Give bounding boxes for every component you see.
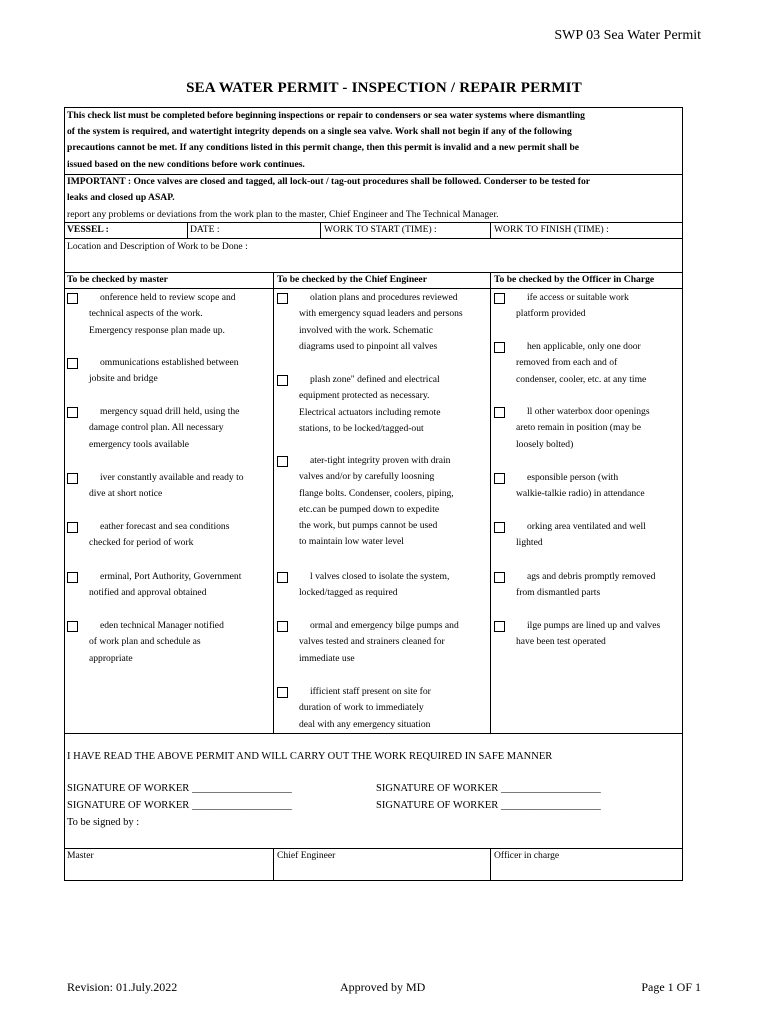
checklist-item-line: ifficient staff present on site for	[310, 686, 431, 697]
revision-label: Revision: 01.July.2022	[67, 980, 178, 994]
declaration-text: I HAVE READ THE ABOVE PERMIT AND WILL CARRY OUT THE WORK REQUIRED IN SAFE MANNER	[67, 751, 553, 762]
checklist-item-master	[89, 404, 239, 453]
checklist-item-master	[89, 519, 229, 552]
checklist-item-line: Electrical actuators including remote	[299, 406, 441, 418]
checklist-item-line: Emergency response plan made up.	[89, 324, 225, 336]
signature-worker-field[interactable]: SIGNATURE OF WORKER ___________________	[67, 800, 292, 811]
checklist-item-line: appropriate	[89, 652, 133, 664]
checklist-item-line: iver constantly available and ready to	[100, 472, 244, 483]
column-divider	[273, 848, 274, 881]
checklist-item-line: hen applicable, only one door	[527, 341, 641, 352]
checklist-item-line: diagrams used to pinpoint all valves	[299, 340, 438, 352]
divider	[64, 733, 683, 734]
checklist-item-line: notified and approval obtained	[89, 587, 207, 599]
checklist-item-line: ommunications established between	[100, 357, 239, 368]
date-field[interactable]: DATE :	[190, 224, 220, 235]
checkbox[interactable]	[67, 358, 78, 369]
checkbox[interactable]	[67, 572, 78, 583]
checklist-item-officer	[516, 290, 629, 323]
checklist-item-line: stations, to be locked/tagged-out	[299, 422, 424, 434]
checklist-item-line: ater-tight integrity proven with drain	[310, 455, 451, 466]
signer-chief-engineer-field[interactable]: Chief Engineer	[277, 850, 336, 861]
checklist-item-line: loosely bolted)	[516, 438, 574, 450]
checklist-item-line: the work, but pumps cannot be used	[299, 520, 438, 532]
page-title: SEA WATER PERMIT - INSPECTION / REPAIR PERMIT	[186, 80, 582, 96]
checkbox[interactable]	[277, 293, 288, 304]
checkbox[interactable]	[494, 473, 505, 484]
checklist-item-line: emergency tools available	[89, 438, 189, 450]
checklist-item-line: valves and/or by carefully loosning	[299, 471, 435, 483]
checklist-item-line: flange bolts. Condenser, coolers, piping,	[299, 487, 454, 499]
checklist-item-line: platform provided	[516, 308, 586, 320]
checklist-item-line: condenser, cooler, etc. at any time	[516, 373, 647, 385]
to-be-signed-label: To be signed by :	[67, 817, 140, 828]
checklist-item-line: with emergency squad leaders and persons	[299, 308, 463, 320]
checkbox[interactable]	[494, 407, 505, 418]
checklist-item-line: walkie-talkie radio) in attendance	[516, 488, 645, 500]
checklist-item-line: esponsible person (with	[527, 472, 619, 483]
signature-worker-field[interactable]: SIGNATURE OF WORKER ___________________	[376, 783, 601, 794]
checklist-item-officer	[516, 569, 655, 602]
column-header-officer: To be checked by the Officer in Charge	[494, 274, 655, 285]
checklist-item-line: ags and debris promptly removed	[527, 571, 656, 582]
checklist-item-master	[89, 470, 244, 503]
checkbox[interactable]	[494, 621, 505, 632]
important-line: IMPORTANT : Once valves are closed and tagged, all lock-out / tag-out procedures shall be followed. Conderser to be tested for	[67, 176, 591, 187]
checkbox[interactable]	[67, 407, 78, 418]
signer-officer-field[interactable]: Officer in charge	[494, 850, 560, 861]
document-code: SWP 03 Sea Water Permit	[554, 28, 701, 43]
checklist-item-line: from dismantled parts	[516, 587, 601, 599]
checklist-item-chief	[299, 569, 449, 602]
divider	[187, 222, 188, 238]
important-line: leaks and closed up ASAP.	[67, 192, 175, 203]
checklist-item-master	[89, 618, 224, 667]
checklist-item-chief	[299, 453, 454, 551]
checkbox[interactable]	[67, 621, 78, 632]
checklist-item-line: valves tested and strainers cleaned for	[299, 636, 445, 648]
checklist-item-line: equipment protected as necessary.	[299, 390, 430, 402]
checklist-item-line: jobsite and bridge	[89, 373, 158, 385]
location-description-field[interactable]: Location and Description of Work to be Done :	[67, 241, 248, 252]
checkbox[interactable]	[277, 572, 288, 583]
column-divider	[490, 848, 491, 881]
work-finish-field[interactable]: WORK TO FINISH (TIME) :	[494, 224, 609, 235]
checklist-item-line: eden technical Manager notified	[100, 620, 224, 631]
intro-line: This check list must be completed before beginning inspections or repair to condensers or sea water systems where dismantling	[67, 110, 585, 121]
checklist-item-line: orking area ventilated and well	[527, 521, 646, 532]
checklist-item-line: have been test operated	[516, 636, 606, 648]
checklist-item-officer	[516, 404, 650, 453]
checklist-item-line: involved with the work. Schematic	[299, 324, 434, 336]
checklist-item-master	[89, 290, 236, 339]
checklist-item-line: etc.can be pumped down to expedite	[299, 503, 440, 515]
checkbox[interactable]	[277, 687, 288, 698]
checklist-item-line: olation plans and procedures reviewed	[310, 292, 458, 303]
divider	[320, 222, 321, 238]
checkbox[interactable]	[494, 522, 505, 533]
divider	[64, 288, 683, 289]
column-divider	[490, 272, 491, 733]
checklist-item-line: dive at short notice	[89, 488, 163, 500]
column-header-master: To be checked by master	[67, 274, 168, 285]
checkbox[interactable]	[67, 522, 78, 533]
intro-line: of the system is required, and watertight integrity depends on a single sea valve. Work shall not begin if any of the following	[67, 126, 572, 137]
checklist-item-master	[89, 355, 239, 388]
work-start-field[interactable]: WORK TO START (TIME) :	[324, 224, 437, 235]
column-header-chief-engineer: To be checked by the Chief Engineer	[277, 274, 427, 285]
checklist-item-line: mergency squad drill held, using the	[100, 406, 240, 417]
checklist-item-line: of work plan and schedule as	[89, 636, 201, 648]
checkbox[interactable]	[494, 572, 505, 583]
intro-line: issued based on the new conditions before work continues.	[67, 159, 305, 170]
checklist-item-line: ll other waterbox door openings	[527, 406, 650, 417]
checklist-item-line: to maintain low water level	[299, 536, 404, 548]
approved-label: Approved by MD	[340, 980, 426, 994]
checkbox[interactable]	[277, 456, 288, 467]
checkbox[interactable]	[67, 473, 78, 484]
signature-worker-field[interactable]: SIGNATURE OF WORKER ___________________	[376, 800, 601, 811]
checkbox[interactable]	[67, 293, 78, 304]
checklist-item-line: ife access or suitable work	[527, 292, 629, 303]
checklist-item-line: onference held to review scope and	[100, 292, 236, 303]
checkbox[interactable]	[277, 375, 288, 386]
checklist-item-line: checked for period of work	[89, 537, 194, 549]
divider	[490, 222, 491, 238]
checkbox[interactable]	[494, 293, 505, 304]
checklist-item-line: technical aspects of the work.	[89, 308, 203, 320]
checklist-item-officer	[516, 618, 660, 651]
checklist-item-line: lighted	[516, 537, 543, 549]
checklist-item-line: areto remain in position (may be	[516, 422, 641, 434]
checkbox[interactable]	[494, 342, 505, 353]
checklist-item-line: duration of work to immediately	[299, 702, 424, 714]
checklist-item-chief	[299, 618, 459, 667]
checklist-item-line: l valves closed to isolate the system,	[310, 571, 450, 582]
column-divider	[273, 272, 274, 733]
checklist-item-chief	[299, 684, 431, 733]
checklist-item-line: removed from each and of	[516, 357, 618, 369]
page-number: Page 1 OF 1	[641, 980, 701, 994]
checklist-item-line: deal with any emergency situation	[299, 718, 431, 730]
checklist-item-line: plash zone" defined and electrical	[310, 374, 440, 385]
checklist-item-line: erminal, Port Authority, Government	[100, 571, 242, 582]
checkbox[interactable]	[277, 621, 288, 632]
checklist-item-officer	[516, 519, 646, 552]
signature-worker-field[interactable]: SIGNATURE OF WORKER ___________________	[67, 783, 292, 794]
checklist-item-officer	[516, 470, 645, 503]
vessel-field[interactable]: VESSEL :	[67, 224, 109, 235]
checklist-item-line: ilge pumps are lined up and valves	[527, 620, 661, 631]
checklist-item-chief	[299, 290, 463, 355]
checklist-item-master	[89, 569, 241, 602]
intro-line: precautions cannot be met. If any conditions listed in this permit change, then this permit is invalid and a new permit shall be	[67, 142, 580, 153]
checklist-item-line: damage control plan. All necessary	[89, 422, 224, 434]
checklist-item-line: ormal and emergency bilge pumps and	[310, 620, 459, 631]
checklist-item-line: immediate use	[299, 652, 355, 664]
checklist-item-officer	[516, 339, 646, 388]
divider	[64, 848, 683, 849]
checklist-item-chief	[299, 372, 440, 437]
report-instruction: report any problems or deviations from the work plan to the master, Chief Engineer and The Technical Manager.	[67, 209, 499, 220]
signer-master-field[interactable]: Master	[67, 850, 94, 861]
checklist-item-line: locked/tagged as required	[299, 587, 398, 599]
checklist-item-line: eather forecast and sea conditions	[100, 521, 230, 532]
